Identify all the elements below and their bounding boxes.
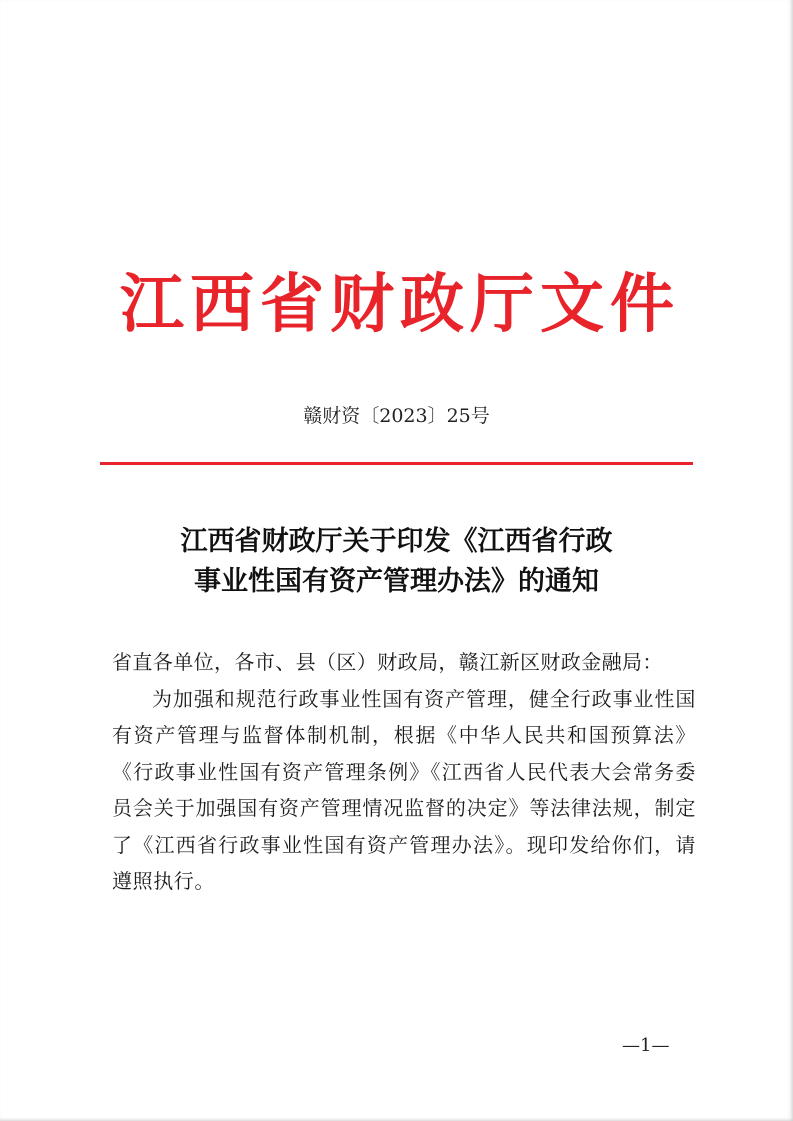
notice-title-line-1: 江西省财政厅关于印发《江西省行政 [180, 526, 613, 557]
document-number: 赣财资〔2023〕25号 [303, 405, 490, 427]
red-separator-line [100, 462, 693, 465]
issuer-header: 江西省财政厅文件 [120, 268, 680, 342]
notice-body [112, 644, 696, 900]
notice-title-line-2: 事业性国有资产管理办法》的通知 [194, 566, 599, 597]
page-number: —1— [622, 1035, 670, 1056]
notice-title [100, 522, 693, 602]
addressee-line: 省直各单位，各市、县（区）财政局，赣江新区财政金融局： [112, 650, 663, 674]
body-paragraph: 为加强和规范行政事业性国有资产管理，健全行政事业性国有资产管理与监督体制机制，根据《中华人民共和国预算法》《行政事业性国有资产管理条例》《江西省人民代表大会常务委员会关于加强国有资产管理情况监督的决定》等法律法规，制定了《江西省行政事业性国有资产管理办法》。现印发给你们，请遵照执行。 [112, 686, 696, 893]
